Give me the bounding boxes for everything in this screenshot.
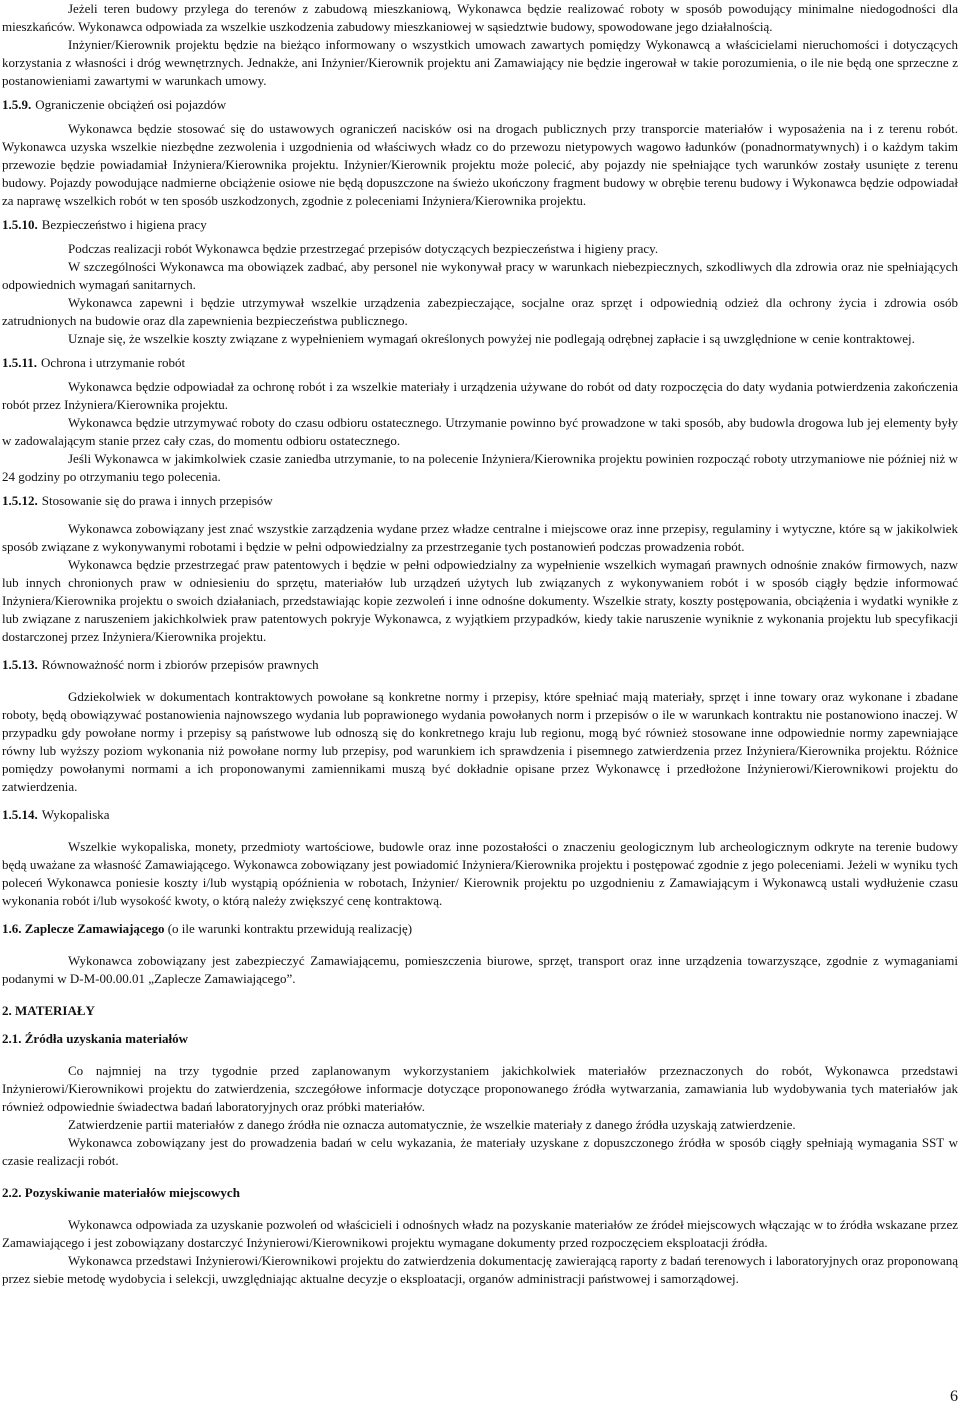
paragraph: Wykonawca odpowiada za uzyskanie pozwoleń od właścicieli i odnośnych władz na pozyskanie materiałów ze źródeł miejscowych włączając w to źródła wskazane przez Zamawiającego i jest zobowiązany dostarczyć Inżynierowi/Kierownikowi projektu wymagane dokumenty przed rozpoczęciem eksploatacji źródła.	[2, 1217, 958, 1250]
section-heading-1-5-12	[2, 492, 958, 510]
paragraph: Wykonawca zobowiązany jest znać wszystkie zarządzenia wydane przez władze centralne i miejscowe oraz inne przepisy, regulaminy i wytyczne, które są w jakikolwiek sposób związane z wykonywanymi robotami i będzie w pełni odpowiedzialny za przestrzeganie tych postanowień podczas prowadzenia robót.	[2, 521, 958, 554]
paragraph: Wszelkie wykopaliska, monety, przedmioty wartościowe, budowle oraz inne pozostałości o znaczeniu geologicznym lub archeologicznym odkryte na terenie budowy będą uważane za własność Zamawiającego. Wykonawca zobowiązany jest powiadomić Inżyniera/Kierownika projektu i postępować zgodnie z jego poleceniami. Jeżeli w wyniku tych poleceń Wykonawca poniesie koszty i/lub wystąpią opóźnienia w robotach, Inżynier/ Kierownik projektu po uzgodnieniu z Zamawiającym i Wykonawcą ustali wydłużenie czasu wykonania robót i/lub wysokość kwoty, o którą należy zwiększyć cenę kontraktową.	[2, 839, 958, 908]
paragraph: Jeżeli teren budowy przylega do terenów z zabudową mieszkaniową, Wykonawca będzie realizować roboty w sposób powodujący minimalne niedogodności dla mieszkańców. Wykonawca odpowiada za wszelkie uszkodzenia zabudowy mieszkaniowej w sąsiedztwie budowy, spowodowane jego działalnością.	[2, 1, 958, 34]
section-number: 1.5.9.	[2, 97, 32, 112]
paragraph: Wykonawca przedstawi Inżynierowi/Kierownikowi projektu do zatwierdzenia dokumentację zawierającą raporty z badań terenowych i laboratoryjnych oraz proponowaną przez siebie metodę wydobycia i selekcji, uwzględniając aktualne decyzje o eksploatacji, organów administracji państwowej i samorządowej.	[2, 1253, 958, 1286]
section-title: Równoważność norm i zbiorów przepisów prawnych	[41, 657, 319, 672]
paragraph: Wykonawca zapewni i będzie utrzymywał wszelkie urządzenia zabezpieczające, socjalne oraz sprzęt i odpowiednią odzież dla ochrony życia i zdrowia osób zatrudnionych na budowie oraz dla zapewnienia bezpieczeństwa publicznego.	[2, 295, 958, 328]
section-number: 1.5.12.	[2, 493, 38, 508]
paragraph: Jeśli Wykonawca w jakimkolwiek czasie zaniedba utrzymanie, to na polecenie Inżyniera/Kierownika projektu powinien rozpocząć roboty utrzymaniowe nie później niż w 24 godziny po otrzymaniu tego polecenia.	[2, 451, 958, 484]
paragraph: Wykonawca będzie stosować się do ustawowych ograniczeń nacisków osi na drogach publicznych przy transporcie materiałów i wyposażenia na i z terenu robót. Wykonawca uzyska wszelkie niezbędne zezwolenia i uzgodnienia od właściwych władz co do przewozu nietypowych wagowo ładunków (ponadnormatywnych) i o każdym takim przewozie będzie powiadamiał Inżyniera/Kierownika projektu. Inżynier/Kierownik projektu może polecić, aby pojazdy nie spełniające tych warunków zostały usunięte z terenu budowy. Pojazdy powodujące nadmierne obciążenie osiowe nie będą dopuszczone na świeżo ukończony fragment budowy w obrębie terenu budowy i Wykonawca będzie odpowiadał za naprawę wszelkich robót w ten sposób uszkodzonych, zgodnie z poleceniami Inżyniera/Kierownika projektu.	[2, 121, 958, 208]
section-heading-2-2: 2.2. Pozyskiwanie materiałów miejscowych	[2, 1185, 240, 1200]
page-number: 6	[950, 1388, 958, 1405]
paragraph: Wykonawca będzie przestrzegać praw patentowych i będzie w pełni odpowiedzialny za wypełnienie wszelkich wymagań prawnych odnośnie znaków firmowych, nazw lub innych chronionych praw w odniesieniu do sprzętu, materiałów lub urządzeń użytych lub związanych z wykonywaniem robót i w sposób ciągły będzie informować Inżyniera/Kierownika projektu o swoich działaniach, przedstawiając kopie zezwoleń i inne odnośne dokumenty. Wszelkie straty, koszty postępowania, obciążenia i wydatki wynikłe z lub związane z naruszeniem jakichkolwiek praw patentowych pokryje Wykonawca, z wyjątkiem przypadków, kiedy takie naruszenie wyniknie z wykonania projektu lub specyfikacji dostarczonej przez Inżyniera/Kierownika projektu.	[2, 557, 958, 644]
paragraph: Uznaje się, że wszelkie koszty związane z wypełnieniem wymagań określonych powyżej nie podlegają odrębnej zapłacie i są uwzględnione w cenie kontraktowej.	[68, 331, 915, 346]
paragraph: Wykonawca będzie odpowiadał za ochronę robót i za wszelkie materiały i urządzenia używane do robót od daty rozpoczęcia do daty wydania potwierdzenia zakończenia robót przez Inżyniera/Kierownika projektu.	[2, 379, 958, 412]
section-heading-1-5-13	[2, 656, 958, 674]
paragraph: Zatwierdzenie partii materiałów z danego źródła nie oznacza automatycznie, że wszelkie materiały z danego źródła uzyskają zatwierdzenie.	[68, 1117, 796, 1132]
section-number: 1.5.14.	[2, 807, 38, 822]
chapter-heading-2: 2. MATERIAŁY	[2, 1003, 95, 1018]
section-title: Stosowanie się do prawa i innych przepisów	[41, 493, 273, 508]
section-number: 1.5.13.	[2, 657, 38, 672]
section-heading-2-1: 2.1. Źródła uzyskania materiałów	[2, 1031, 188, 1046]
section-title: Wykopaliska	[41, 807, 110, 822]
paragraph: Wykonawca będzie utrzymywać roboty do czasu odbioru ostatecznego. Utrzymanie powinno być prowadzone w taki sposób, aby budowla drogowa lub jej elementy były w zadowalającym stanie przez cały czas, do momentu odbioru ostatecznego.	[2, 415, 958, 448]
section-heading-1-5-10	[2, 216, 958, 234]
paragraph: Gdziekolwiek w dokumentach kontraktowych powołane są konkretne normy i przepisy, które spełniać mają materiały, sprzęt i inne towary oraz wykonane i zbadane roboty, będą obowiązywać postanowienia najnowszego wydania lub poprawionego wydania powołanych norm i przepisów o ile w warunkach kontraktu nie postanowiono inaczej. W przypadku gdy powołane normy i przepisy są państwowe lub odnoszą się do konkretnego kraju lub regionu, mogą być również stosowane inne odpowiednie normy zapewniające równy lub wyższy poziom wykonania niż powołane normy lub przepisy, pod warunkiem ich sprawdzenia i pisemnego zatwierdzenia przez Inżyniera/Kierownika projektu. Różnice pomiędzy powołanymi normami a ich proponowanymi zamiennikami muszą być dokładnie opisane przez Wykonawcę i przedłożone Inżynierowi/Kierownikowi projektu do zatwierdzenia.	[2, 689, 958, 794]
section-title: Ograniczenie obciążeń osi pojazdów	[35, 97, 227, 112]
paragraph: Podczas realizacji robót Wykonawca będzie przestrzegać przepisów dotyczących bezpieczeństwa i higieny pracy.	[68, 241, 659, 256]
section-heading-1-5-9	[2, 96, 958, 114]
chapter-heading-1-6	[2, 920, 958, 938]
paragraph: Wykonawca zobowiązany jest zabezpieczyć Zamawiającemu, pomieszczenia biurowe, sprzęt, transport oraz inne urządzenia towarzyszące, zgodnie z wymaganiami podanymi w D-M-00.00.01 „Zaplecze Zamawiającego”.	[2, 953, 958, 986]
section-number: 1.5.10.	[2, 217, 38, 232]
section-heading-1-5-14	[2, 806, 958, 824]
section-title: Bezpieczeństwo i higiena pracy	[41, 217, 207, 232]
section-number: 1.5.11.	[2, 355, 38, 370]
section-title: Ochrona i utrzymanie robót	[41, 355, 186, 370]
paragraph: Inżynier/Kierownik projektu będzie na bieżąco informowany o wszystkich umowach zawartych pomiędzy Wykonawcą a właścicielami nieruchomości i dotyczących korzystania z własności i dróg wewnętrznych. Jednakże, ani Inżynier/Kierownik projektu ani Zamawiający nie będzie ingerował w takie porozumienia, o ile nie będą one sprzeczne z postanowieniami zawartymi w warunkach umowy.	[2, 37, 958, 88]
paragraph: Wykonawca zobowiązany jest do prowadzenia badań w celu wykazania, że materiały uzyskane z dopuszczonego źródła w sposób ciągły spełniają wymagania SST w czasie realizacji robót.	[2, 1135, 958, 1168]
paragraph: Co najmniej na trzy tygodnie przed zaplanowanym wykorzystaniem jakichkolwiek materiałów przeznaczonych do robót, Wykonawca przedstawi Inżynierowi/Kierownikowi projektu do zatwierdzenia, szczegółowe informacje dotyczące proponowanego źródła wytwarzania, zamawiania lub wydobywania tych materiałów jak również odpowiednie świadectwa badań laboratoryjnych oraz próbki materiałów.	[2, 1063, 958, 1114]
paragraph: W szczególności Wykonawca ma obowiązek zadbać, aby personel nie wykonywał pracy w warunkach niebezpiecznych, szkodliwych dla zdrowia oraz nie spełniających odpowiednich wymagań sanitarnych.	[2, 259, 958, 292]
heading-text: 1.6. Zaplecze Zamawiającego	[2, 921, 165, 936]
section-heading-1-5-11	[2, 354, 958, 372]
heading-note: (o ile warunki kontraktu przewidują realizację)	[167, 921, 413, 936]
